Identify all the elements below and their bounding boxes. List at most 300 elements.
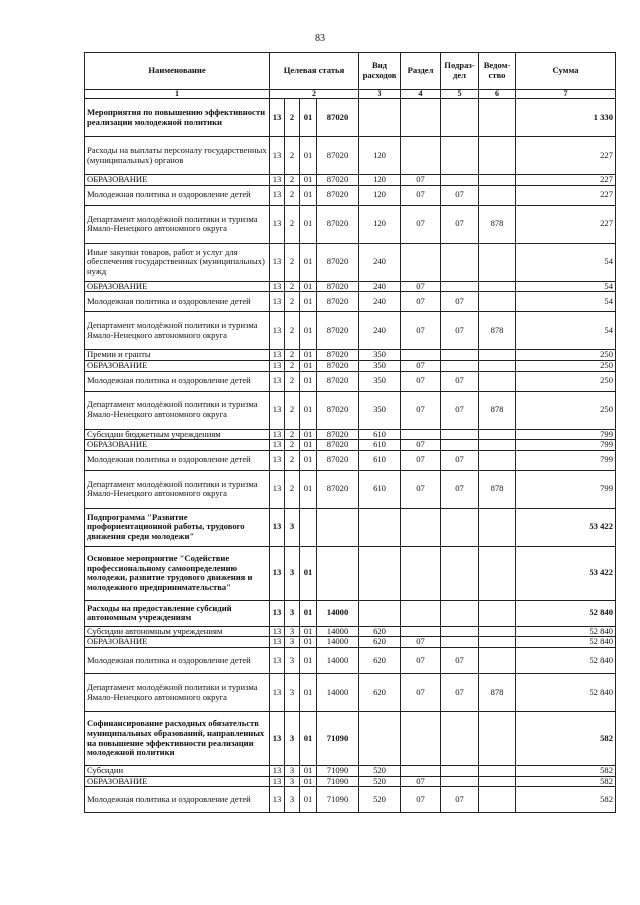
sum-cell: 52 840 <box>516 637 616 648</box>
target-code-1-cell: 13 <box>270 281 285 292</box>
column-number: 7 <box>516 90 616 99</box>
row-name-cell: Департамент молодёжной политики и туризма Ямало-Ненецкого автономного округа <box>85 205 270 243</box>
target-code-4-cell: 87020 <box>317 175 359 186</box>
department-cell: 878 <box>479 312 516 350</box>
table-row <box>85 776 616 787</box>
target-code-2-cell: 2 <box>285 292 300 312</box>
target-code-4-cell: 87020 <box>317 350 359 361</box>
target-code-2-cell: 3 <box>285 787 300 813</box>
target-code-2-cell: 3 <box>285 508 300 546</box>
row-name-cell: Расходы на выплаты персоналу государственных (муниципальных) органов <box>85 137 270 175</box>
expense-type-cell: 620 <box>359 626 401 637</box>
target-code-3-cell: 01 <box>300 712 317 766</box>
subsection-cell <box>441 776 479 787</box>
table-row <box>85 350 616 361</box>
expense-type-cell <box>359 99 401 137</box>
subsection-cell <box>441 350 479 361</box>
sum-cell: 53 422 <box>516 508 616 546</box>
expense-type-cell: 240 <box>359 292 401 312</box>
section-cell <box>401 137 441 175</box>
section-cell: 07 <box>401 360 441 371</box>
sum-cell: 582 <box>516 787 616 813</box>
expense-type-cell: 520 <box>359 766 401 777</box>
budget-table-body <box>85 53 616 813</box>
subsection-cell <box>441 546 479 600</box>
target-code-2-cell: 2 <box>285 470 300 508</box>
target-code-3-cell: 01 <box>300 429 317 440</box>
department-cell <box>479 508 516 546</box>
row-name-cell: Департамент молодёжной политики и туризма Ямало-Ненецкого автономного округа <box>85 312 270 350</box>
subsection-cell <box>441 429 479 440</box>
subsection-cell: 07 <box>441 787 479 813</box>
department-cell <box>479 600 516 626</box>
row-name-cell: Департамент молодёжной политики и туризма Ямало-Ненецкого автономного округа <box>85 391 270 429</box>
target-code-4-cell: 14000 <box>317 626 359 637</box>
section-cell: 07 <box>401 648 441 674</box>
target-code-1-cell: 13 <box>270 450 285 470</box>
target-code-3-cell: 01 <box>300 175 317 186</box>
target-code-3-cell: 01 <box>300 787 317 813</box>
department-cell <box>479 450 516 470</box>
section-cell <box>401 429 441 440</box>
target-code-2-cell: 2 <box>285 350 300 361</box>
target-code-4-cell: 14000 <box>317 674 359 712</box>
department-cell <box>479 99 516 137</box>
row-name-cell: Субсидии <box>85 766 270 777</box>
target-code-2-cell: 2 <box>285 281 300 292</box>
target-code-3-cell: 01 <box>300 312 317 350</box>
expense-type-cell <box>359 712 401 766</box>
row-name-cell: Департамент молодёжной политики и туризма Ямало-Ненецкого автономного округа <box>85 674 270 712</box>
section-cell <box>401 508 441 546</box>
target-code-3-cell: 01 <box>300 766 317 777</box>
target-code-2-cell: 2 <box>285 450 300 470</box>
section-cell: 07 <box>401 470 441 508</box>
row-name-cell: Субсидии автономным учреждениям <box>85 626 270 637</box>
row-name-cell: ОБРАЗОВАНИЕ <box>85 281 270 292</box>
sum-cell: 582 <box>516 766 616 777</box>
row-name-cell: Молодежная политика и оздоровление детей <box>85 787 270 813</box>
department-cell <box>479 766 516 777</box>
target-code-4-cell: 71090 <box>317 787 359 813</box>
subsection-cell <box>441 243 479 281</box>
target-code-3-cell: 01 <box>300 360 317 371</box>
row-name-cell: Основное мероприятие "Содействие профессиональному самоопределению молодежи, развитие трудового движения и молодежного предпринимательства" <box>85 546 270 600</box>
table-row <box>85 243 616 281</box>
target-code-1-cell: 13 <box>270 637 285 648</box>
expense-type-cell: 120 <box>359 185 401 205</box>
table-row <box>85 508 616 546</box>
expense-type-cell: 240 <box>359 243 401 281</box>
column-number: 6 <box>479 90 516 99</box>
table-row <box>85 175 616 186</box>
header-section: Раздел <box>401 53 441 90</box>
sum-cell: 227 <box>516 185 616 205</box>
target-code-4-cell <box>317 508 359 546</box>
target-code-1-cell: 13 <box>270 185 285 205</box>
sum-cell: 582 <box>516 712 616 766</box>
sum-cell: 54 <box>516 281 616 292</box>
subsection-cell <box>441 360 479 371</box>
target-code-4-cell: 87020 <box>317 470 359 508</box>
target-code-2-cell: 2 <box>285 137 300 175</box>
target-code-3-cell: 01 <box>300 185 317 205</box>
sum-cell: 250 <box>516 371 616 391</box>
table-row <box>85 546 616 600</box>
section-cell: 07 <box>401 450 441 470</box>
row-name-cell: ОБРАЗОВАНИЕ <box>85 776 270 787</box>
target-code-2-cell: 2 <box>285 175 300 186</box>
sum-cell: 53 422 <box>516 546 616 600</box>
subsection-cell <box>441 637 479 648</box>
department-cell: 878 <box>479 205 516 243</box>
subsection-cell: 07 <box>441 391 479 429</box>
table-row <box>85 626 616 637</box>
row-name-cell: ОБРАЗОВАНИЕ <box>85 360 270 371</box>
target-code-3-cell: 01 <box>300 371 317 391</box>
table-row <box>85 371 616 391</box>
column-number: 2 <box>270 90 359 99</box>
subsection-cell <box>441 99 479 137</box>
sum-cell: 799 <box>516 440 616 451</box>
column-number: 5 <box>441 90 479 99</box>
target-code-1-cell: 13 <box>270 648 285 674</box>
table-row <box>85 787 616 813</box>
table-row <box>85 99 616 137</box>
expense-type-cell: 610 <box>359 470 401 508</box>
table-row <box>85 391 616 429</box>
target-code-3-cell: 01 <box>300 99 317 137</box>
target-code-4-cell: 87020 <box>317 243 359 281</box>
table-row <box>85 450 616 470</box>
expense-type-cell: 240 <box>359 312 401 350</box>
row-name-cell: Молодежная политика и оздоровление детей <box>85 371 270 391</box>
target-code-3-cell <box>300 508 317 546</box>
target-code-1-cell: 13 <box>270 600 285 626</box>
column-number: 3 <box>359 90 401 99</box>
expense-type-cell: 350 <box>359 391 401 429</box>
column-number: 4 <box>401 90 441 99</box>
department-cell <box>479 787 516 813</box>
target-code-4-cell: 87020 <box>317 205 359 243</box>
expense-type-cell: 120 <box>359 137 401 175</box>
header-name: Наименование <box>85 53 270 90</box>
target-code-4-cell: 87020 <box>317 99 359 137</box>
expense-type-cell: 520 <box>359 787 401 813</box>
target-code-2-cell: 2 <box>285 391 300 429</box>
section-cell: 07 <box>401 391 441 429</box>
sum-cell: 52 840 <box>516 626 616 637</box>
table-row <box>85 312 616 350</box>
expense-type-cell: 120 <box>359 205 401 243</box>
section-cell: 07 <box>401 185 441 205</box>
page-number: 83 <box>315 33 325 44</box>
row-name-cell: ОБРАЗОВАНИЕ <box>85 440 270 451</box>
target-code-1-cell: 13 <box>270 371 285 391</box>
subsection-cell <box>441 508 479 546</box>
target-code-1-cell: 13 <box>270 360 285 371</box>
target-code-3-cell: 01 <box>300 137 317 175</box>
target-code-2-cell: 2 <box>285 429 300 440</box>
target-code-1-cell: 13 <box>270 391 285 429</box>
target-code-3-cell: 01 <box>300 281 317 292</box>
target-code-2-cell: 2 <box>285 205 300 243</box>
row-name-cell: ОБРАЗОВАНИЕ <box>85 637 270 648</box>
target-code-1-cell: 13 <box>270 508 285 546</box>
target-code-3-cell: 01 <box>300 450 317 470</box>
target-code-1-cell: 13 <box>270 787 285 813</box>
sum-cell: 54 <box>516 243 616 281</box>
expense-type-cell: 350 <box>359 360 401 371</box>
department-cell <box>479 281 516 292</box>
target-code-4-cell: 87020 <box>317 137 359 175</box>
expense-type-cell: 240 <box>359 281 401 292</box>
sum-cell: 250 <box>516 391 616 429</box>
target-code-2-cell: 2 <box>285 185 300 205</box>
target-code-3-cell: 01 <box>300 350 317 361</box>
section-cell: 07 <box>401 440 441 451</box>
department-cell <box>479 546 516 600</box>
row-name-cell: Молодежная политика и оздоровление детей <box>85 185 270 205</box>
expense-type-cell: 610 <box>359 429 401 440</box>
budget-table <box>84 52 616 813</box>
target-code-1-cell: 13 <box>270 205 285 243</box>
target-code-4-cell: 87020 <box>317 440 359 451</box>
expense-type-cell: 620 <box>359 674 401 712</box>
expense-type-cell: 350 <box>359 371 401 391</box>
expense-type-cell: 610 <box>359 450 401 470</box>
target-code-2-cell: 2 <box>285 371 300 391</box>
target-code-2-cell: 3 <box>285 712 300 766</box>
department-cell <box>479 371 516 391</box>
sum-cell: 227 <box>516 205 616 243</box>
target-code-1-cell: 13 <box>270 766 285 777</box>
expense-type-cell: 520 <box>359 776 401 787</box>
target-code-1-cell: 13 <box>270 292 285 312</box>
target-code-4-cell: 87020 <box>317 185 359 205</box>
section-cell: 07 <box>401 175 441 186</box>
expense-type-cell: 350 <box>359 350 401 361</box>
header-subsection: Подраз-дел <box>441 53 479 90</box>
table-row <box>85 281 616 292</box>
section-cell: 07 <box>401 776 441 787</box>
target-code-4-cell: 87020 <box>317 360 359 371</box>
target-code-1-cell: 13 <box>270 440 285 451</box>
target-code-3-cell: 01 <box>300 546 317 600</box>
target-code-1-cell: 13 <box>270 175 285 186</box>
target-code-2-cell: 3 <box>285 546 300 600</box>
target-code-4-cell: 87020 <box>317 391 359 429</box>
target-code-3-cell: 01 <box>300 470 317 508</box>
department-cell <box>479 429 516 440</box>
target-code-1-cell: 13 <box>270 712 285 766</box>
section-cell <box>401 350 441 361</box>
row-name-cell: Субсидии бюджетным учреждениям <box>85 429 270 440</box>
subsection-cell <box>441 766 479 777</box>
department-cell <box>479 360 516 371</box>
target-code-1-cell: 13 <box>270 674 285 712</box>
target-code-2-cell: 2 <box>285 312 300 350</box>
subsection-cell: 07 <box>441 185 479 205</box>
table-row <box>85 360 616 371</box>
target-code-3-cell: 01 <box>300 391 317 429</box>
sum-cell: 52 840 <box>516 600 616 626</box>
sum-cell: 227 <box>516 137 616 175</box>
row-name-cell: Подпрограмма "Развитие профориентационной работы, трудового движения среди молодежи" <box>85 508 270 546</box>
department-cell <box>479 185 516 205</box>
section-cell: 07 <box>401 312 441 350</box>
subsection-cell: 07 <box>441 648 479 674</box>
section-cell: 07 <box>401 674 441 712</box>
target-code-2-cell: 3 <box>285 626 300 637</box>
expense-type-cell <box>359 600 401 626</box>
section-cell <box>401 712 441 766</box>
expense-type-cell <box>359 508 401 546</box>
sum-cell: 799 <box>516 429 616 440</box>
column-number-row <box>85 90 616 99</box>
target-code-3-cell: 01 <box>300 674 317 712</box>
header-sum: Сумма <box>516 53 616 90</box>
subsection-cell: 07 <box>441 674 479 712</box>
table-row <box>85 470 616 508</box>
department-cell <box>479 350 516 361</box>
target-code-3-cell: 01 <box>300 648 317 674</box>
target-code-1-cell: 13 <box>270 312 285 350</box>
department-cell <box>479 626 516 637</box>
target-code-1-cell: 13 <box>270 350 285 361</box>
table-row <box>85 637 616 648</box>
target-code-3-cell: 01 <box>300 440 317 451</box>
header-target-article: Целевая статья <box>270 53 359 90</box>
target-code-4-cell: 71090 <box>317 766 359 777</box>
sum-cell: 250 <box>516 350 616 361</box>
section-cell <box>401 243 441 281</box>
subsection-cell: 07 <box>441 292 479 312</box>
row-name-cell: Иные закупки товаров, работ и услуг для обеспечения государственных (муниципальных) нужд <box>85 243 270 281</box>
expense-type-cell: 620 <box>359 637 401 648</box>
header-expense-type: Вид расходов <box>359 53 401 90</box>
target-code-2-cell: 3 <box>285 776 300 787</box>
sum-cell: 799 <box>516 470 616 508</box>
sum-cell: 799 <box>516 450 616 470</box>
target-code-3-cell: 01 <box>300 243 317 281</box>
table-row <box>85 205 616 243</box>
target-code-1-cell: 13 <box>270 626 285 637</box>
department-cell: 878 <box>479 674 516 712</box>
sum-cell: 52 840 <box>516 674 616 712</box>
target-code-1-cell: 13 <box>270 429 285 440</box>
section-cell <box>401 766 441 777</box>
sum-cell: 52 840 <box>516 648 616 674</box>
target-code-2-cell: 2 <box>285 440 300 451</box>
row-name-cell: Молодежная политика и оздоровление детей <box>85 648 270 674</box>
table-row <box>85 292 616 312</box>
header-row <box>85 53 616 90</box>
target-code-1-cell: 13 <box>270 137 285 175</box>
row-name-cell: Департамент молодёжной политики и туризма Ямало-Ненецкого автономного округа <box>85 470 270 508</box>
row-name-cell: Мероприятия по повышению эффективности реализации молодежной политики <box>85 99 270 137</box>
subsection-cell <box>441 712 479 766</box>
department-cell <box>479 440 516 451</box>
department-cell <box>479 776 516 787</box>
target-code-4-cell: 87020 <box>317 371 359 391</box>
target-code-2-cell: 3 <box>285 637 300 648</box>
section-cell <box>401 600 441 626</box>
target-code-3-cell: 01 <box>300 205 317 243</box>
target-code-3-cell: 01 <box>300 776 317 787</box>
expense-type-cell: 120 <box>359 175 401 186</box>
table-row <box>85 137 616 175</box>
row-name-cell: Молодежная политика и оздоровление детей <box>85 450 270 470</box>
table-row <box>85 766 616 777</box>
target-code-3-cell: 01 <box>300 637 317 648</box>
subsection-cell <box>441 600 479 626</box>
department-cell <box>479 292 516 312</box>
subsection-cell: 07 <box>441 450 479 470</box>
target-code-3-cell: 01 <box>300 626 317 637</box>
target-code-2-cell: 2 <box>285 243 300 281</box>
table-row <box>85 440 616 451</box>
section-cell: 07 <box>401 371 441 391</box>
sum-cell: 54 <box>516 292 616 312</box>
table-row <box>85 648 616 674</box>
department-cell <box>479 648 516 674</box>
subsection-cell: 07 <box>441 312 479 350</box>
table-row <box>85 185 616 205</box>
department-cell: 878 <box>479 391 516 429</box>
sum-cell: 54 <box>516 312 616 350</box>
target-code-2-cell: 2 <box>285 360 300 371</box>
section-cell <box>401 99 441 137</box>
target-code-4-cell <box>317 546 359 600</box>
target-code-2-cell: 3 <box>285 674 300 712</box>
department-cell <box>479 712 516 766</box>
row-name-cell: Расходы на предоставление субсидий автономным учреждениям <box>85 600 270 626</box>
section-cell: 07 <box>401 292 441 312</box>
subsection-cell <box>441 137 479 175</box>
target-code-2-cell: 2 <box>285 99 300 137</box>
department-cell <box>479 175 516 186</box>
target-code-4-cell: 14000 <box>317 600 359 626</box>
department-cell: 878 <box>479 470 516 508</box>
row-name-cell: ОБРАЗОВАНИЕ <box>85 175 270 186</box>
target-code-4-cell: 71090 <box>317 712 359 766</box>
row-name-cell: Премии и гранты <box>85 350 270 361</box>
target-code-1-cell: 13 <box>270 243 285 281</box>
expense-type-cell <box>359 546 401 600</box>
subsection-cell: 07 <box>441 371 479 391</box>
department-cell <box>479 637 516 648</box>
subsection-cell <box>441 281 479 292</box>
target-code-4-cell: 71090 <box>317 776 359 787</box>
target-code-4-cell: 14000 <box>317 637 359 648</box>
subsection-cell <box>441 175 479 186</box>
header-department: Ведом-ство <box>479 53 516 90</box>
subsection-cell: 07 <box>441 470 479 508</box>
section-cell: 07 <box>401 787 441 813</box>
subsection-cell <box>441 626 479 637</box>
subsection-cell: 07 <box>441 205 479 243</box>
target-code-3-cell: 01 <box>300 292 317 312</box>
target-code-1-cell: 13 <box>270 470 285 508</box>
sum-cell: 250 <box>516 360 616 371</box>
sum-cell: 227 <box>516 175 616 186</box>
target-code-2-cell: 3 <box>285 648 300 674</box>
target-code-4-cell: 87020 <box>317 450 359 470</box>
target-code-2-cell: 3 <box>285 766 300 777</box>
target-code-1-cell: 13 <box>270 776 285 787</box>
section-cell <box>401 546 441 600</box>
